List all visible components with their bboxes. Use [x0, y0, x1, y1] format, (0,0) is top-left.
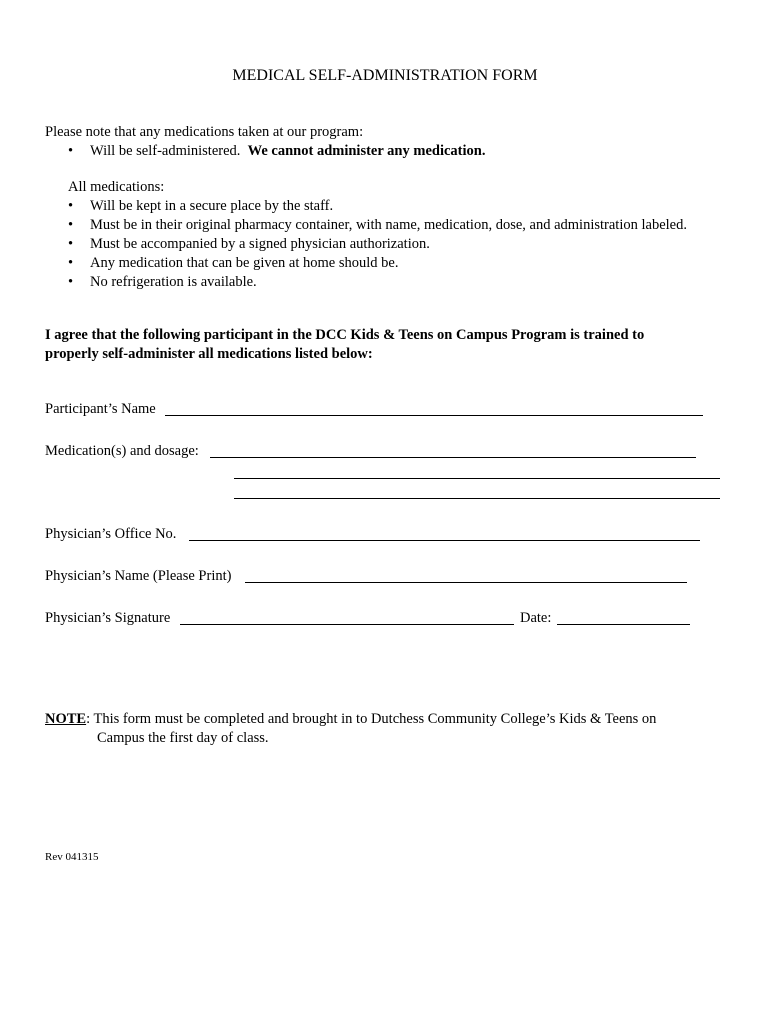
intro-bullet-text: Will be self-administered. — [90, 143, 241, 159]
note-label: NOTE — [45, 711, 87, 727]
medications-field-line-3[interactable] — [234, 498, 720, 499]
intro-bullet-list — [45, 142, 485, 161]
date-field[interactable] — [557, 624, 690, 625]
medications-label: Medication(s) and dosage: — [45, 443, 199, 459]
office-no-label: Physician’s Office No. — [45, 526, 177, 542]
intro-bullet-bold: We cannot administer any medication. — [247, 143, 486, 159]
physician-name-label: Physician’s Name (Please Print) — [45, 568, 232, 584]
all-meds-list — [45, 197, 687, 292]
all-meds-heading: All medications: — [68, 179, 165, 195]
list-item: • Any medication that can be given at home should be. — [45, 254, 687, 273]
note-text-1: : This form must be completed and brought in to Dutchess Community College’s Kids & Teens on — [86, 711, 657, 727]
signature-label: Physician’s Signature — [45, 610, 171, 626]
participant-name-field[interactable] — [165, 415, 703, 416]
list-item: • Must be in their original pharmacy container, with name, medication, dose, and administration labeled. — [45, 216, 687, 235]
list-item: • Will be kept in a secure place by the staff. — [45, 197, 687, 216]
medications-field-line-1[interactable] — [210, 457, 696, 458]
note-line-2: Campus the first day of class. — [97, 730, 269, 746]
physician-name-field[interactable] — [245, 582, 687, 583]
date-label: Date: — [520, 610, 552, 626]
form-title: MEDICAL SELF-ADMINISTRATION FORM — [232, 67, 538, 84]
participant-name-label: Participant’s Name — [45, 401, 156, 417]
intro-lead: Please note that any medications taken at our program: — [45, 124, 364, 140]
note-line-1 — [45, 711, 656, 728]
signature-field[interactable] — [180, 624, 514, 625]
revision-code: Rev 041315 — [45, 851, 99, 863]
medications-field-line-2[interactable] — [234, 478, 720, 479]
list-item: • No refrigeration is available. — [45, 273, 687, 292]
office-no-field[interactable] — [189, 540, 700, 541]
list-item: • Must be accompanied by a signed physician authorization. — [45, 235, 687, 254]
agreement-line-2: properly self-administer all medications listed below: — [45, 346, 373, 362]
agreement-line-1: I agree that the following participant in the DCC Kids & Teens on Campus Program is trained to — [45, 327, 645, 343]
list-item — [45, 142, 485, 161]
